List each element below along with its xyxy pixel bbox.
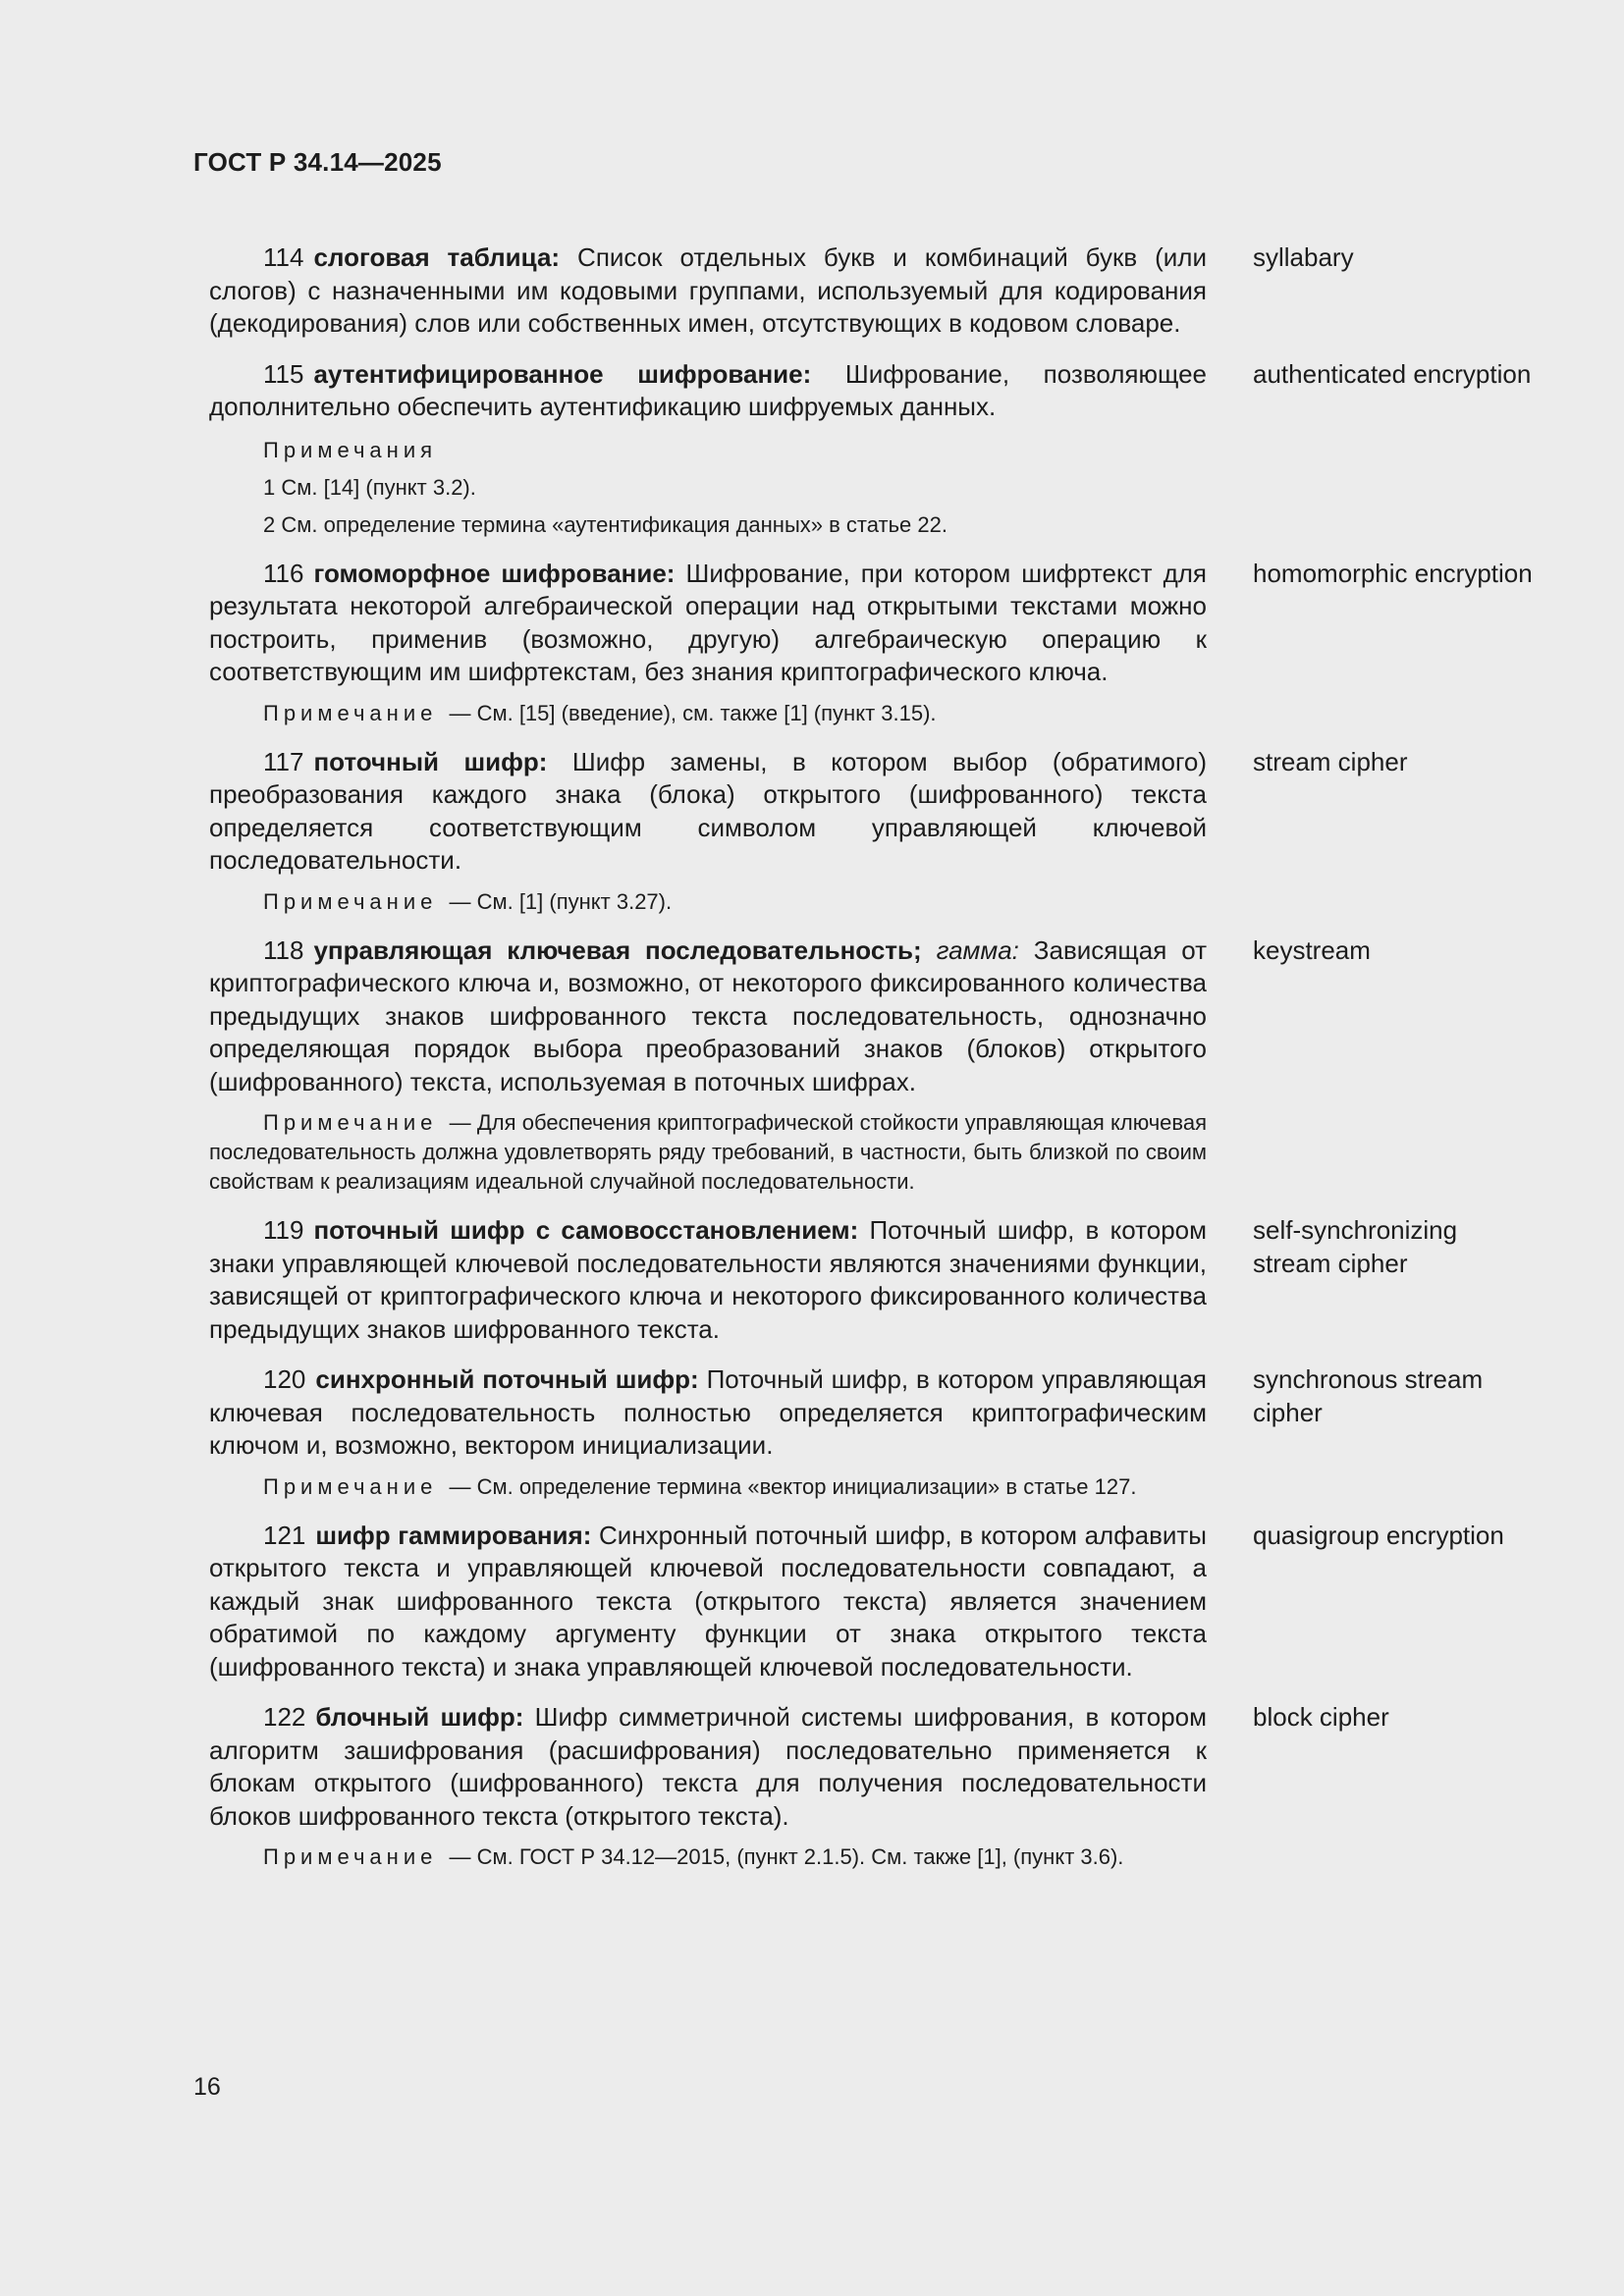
term-entry-body <box>209 1214 1207 1346</box>
term-definition <box>209 241 1207 341</box>
english-equivalent: self-synchronizing stream cipher <box>1253 1215 1458 1278</box>
notes-title: Примечания <box>263 437 438 462</box>
term-number: 122 <box>263 1702 306 1732</box>
term-definition <box>209 358 1207 424</box>
term-definition-text: Шифр замены, в котором выбор (обратимого) преобразования каждого знака (блока) открытого (шифрованного) текста определяется соответствующим символом управляющей ключевой последовательности. <box>209 746 1208 875</box>
term-number: 116 <box>263 558 304 588</box>
note-text: — См. ГОСТ Р 34.12—2015, (пункт 2.1.5). См. также [1], (пункт 3.6). <box>449 1844 1124 1869</box>
note-text: — Для обеспечения криптографической стойкости управляющая ключевая последовательность должна удовлетворять ряду требований, в частности, быть близкой по своим свойствам к реализациям идеальной случайной последовательности. <box>209 1110 1207 1194</box>
term-number: 114 <box>263 242 304 272</box>
term-name: синхронный поточный шифр: <box>315 1364 699 1394</box>
term-name: аутентифицированное шифрование: <box>313 358 812 389</box>
term-entry-body <box>209 358 1207 540</box>
english-equivalent: keystream <box>1253 934 1371 965</box>
term-definition-text: Поточный шифр, в котором управляющая ключевая последовательность полностью определяется криптографическим ключом и, возможно, вектором инициализации. <box>209 1364 1207 1460</box>
running-header: ГОСТ Р 34.14—2025 <box>193 147 442 177</box>
term-note <box>209 1108 1207 1197</box>
term-number: 118 <box>263 934 304 965</box>
term-definition <box>209 1520 1207 1684</box>
term-entry-118 <box>209 934 1525 1198</box>
term-name: управляющая ключевая последовательность; <box>313 934 922 965</box>
term-name: шифр гаммирования: <box>315 1520 592 1550</box>
english-equivalent: block cipher <box>1253 1702 1389 1732</box>
note-label: Примечание <box>263 888 438 914</box>
note-label: Примечание <box>263 1473 438 1499</box>
term-entry-body <box>209 746 1207 917</box>
page-number: 16 <box>193 2073 221 2101</box>
term-definition-text: Зависящая от криптографического ключа и, возможно, от некоторого фиксированного количества предыдущих знаков шифрованного текста последовательность, однозначно определяющая порядок выбора преобразований знаков (блоков) открытого (шифрованного) текста, используемая в поточных шифрах. <box>209 934 1207 1096</box>
term-note <box>209 887 1207 917</box>
term-definition <box>209 1363 1207 1463</box>
term-entry-body <box>209 558 1207 728</box>
english-equivalent: quasigroup encryption <box>1253 1520 1504 1550</box>
note-label: Примечание <box>263 1844 438 1869</box>
term-entry-116 <box>209 558 1533 728</box>
terms-list <box>209 241 1533 1890</box>
term-name: гомоморфное шифрование: <box>313 558 676 588</box>
term-name: слоговая таблица: <box>313 242 561 272</box>
note-label: Примечание <box>263 700 438 725</box>
term-entry-120 <box>209 1363 1525 1502</box>
term-number: 121 <box>263 1520 306 1550</box>
term-definition-text: Список отдельных букв и комбинаций букв (или слогов) с назначенными им кодовыми группами, используемый для кодирования (декодирования) слов или собственных имен, отсутствующих в кодовом словаре. <box>209 242 1208 338</box>
term-entry-body <box>209 1363 1207 1502</box>
term-definition-text: Шифр симметричной системы шифрования, в котором алгоритм зашифрования (расшифрования) последовательно применяется к блокам открытого (шифрованного) текста для получения последовательности блоков шифрованного текста (открытого текста). <box>209 1702 1207 1831</box>
term-definition-text: Синхронный поточный шифр, в котором алфавиты открытого текста и управляющей ключевой последовательности совпадают, а каждый знак шифрованного текста (открытого текста) является значением обратимой по каждому аргументу функции от знака открытого текста (шифрованного текста) и знака управляющей ключевой последовательности. <box>209 1520 1207 1682</box>
note-item: 2 См. определение термина «аутентификация данных» в статье 22. <box>263 511 947 537</box>
term-definition <box>209 746 1207 878</box>
term-entry-body <box>209 1701 1207 1872</box>
note-text: — См. [1] (пункт 3.27). <box>449 888 673 914</box>
term-definition <box>209 934 1207 1099</box>
term-definition <box>209 558 1207 689</box>
term-entry-body <box>209 934 1207 1198</box>
term-entry-body <box>209 241 1207 341</box>
term-entry-122 <box>209 1701 1525 1872</box>
term-name: поточный шифр с самовосстановлением: <box>313 1215 859 1245</box>
term-definition <box>209 1701 1207 1833</box>
term-entry-117 <box>209 746 1525 917</box>
term-definition-text: Шифрование, позволяющее дополнительно обеспечить аутентификацию шифруемых данных. <box>209 358 1207 421</box>
term-entry-114 <box>209 241 1525 341</box>
term-entry-121 <box>209 1520 1525 1684</box>
term-note <box>209 699 1207 728</box>
term-note <box>209 1472 1207 1502</box>
term-definition <box>209 1214 1207 1346</box>
note-text: — См. определение термина «вектор инициализации» в статье 127. <box>449 1473 1137 1499</box>
term-entry-119 <box>209 1214 1525 1346</box>
english-equivalent: homomorphic encryption <box>1253 558 1533 588</box>
term-number: 120 <box>263 1364 306 1394</box>
note-label: Примечание <box>263 1110 438 1135</box>
term-synonym: гамма: <box>936 934 1019 965</box>
note-item: 1 См. [14] (пункт 3.2). <box>263 474 476 500</box>
term-entry-body <box>209 1520 1207 1684</box>
english-equivalent: syllabary <box>1253 242 1354 272</box>
term-entry-115 <box>209 358 1532 540</box>
term-number: 115 <box>263 358 304 389</box>
term-definition-text: Шифрование, при котором шифртекст для результата некоторой алгебраической операции над открытыми текстами можно построить, применив (возможно, другую) алгебраическую операцию к соответствующим им шифртекстам, без знания криптографического ключа. <box>209 558 1207 686</box>
english-equivalent: authenticated encryption <box>1253 358 1532 389</box>
term-definition-text: Поточный шифр, в котором знаки управляющей ключевой последовательности являются значениями функции, зависящей от криптографического ключа и некоторого фиксированного количества предыдущих знаков шифрованного текста. <box>209 1215 1207 1344</box>
term-number: 119 <box>263 1215 304 1245</box>
english-equivalent: synchronous stream cipher <box>1253 1364 1484 1427</box>
note-text: — См. [15] (введение), см. также [1] (пункт 3.15). <box>449 700 937 725</box>
english-equivalent: stream cipher <box>1253 746 1408 776</box>
term-name: блочный шифр: <box>315 1702 524 1732</box>
term-note <box>209 1842 1207 1872</box>
term-number: 117 <box>263 746 304 776</box>
term-name: поточный шифр: <box>313 746 548 776</box>
